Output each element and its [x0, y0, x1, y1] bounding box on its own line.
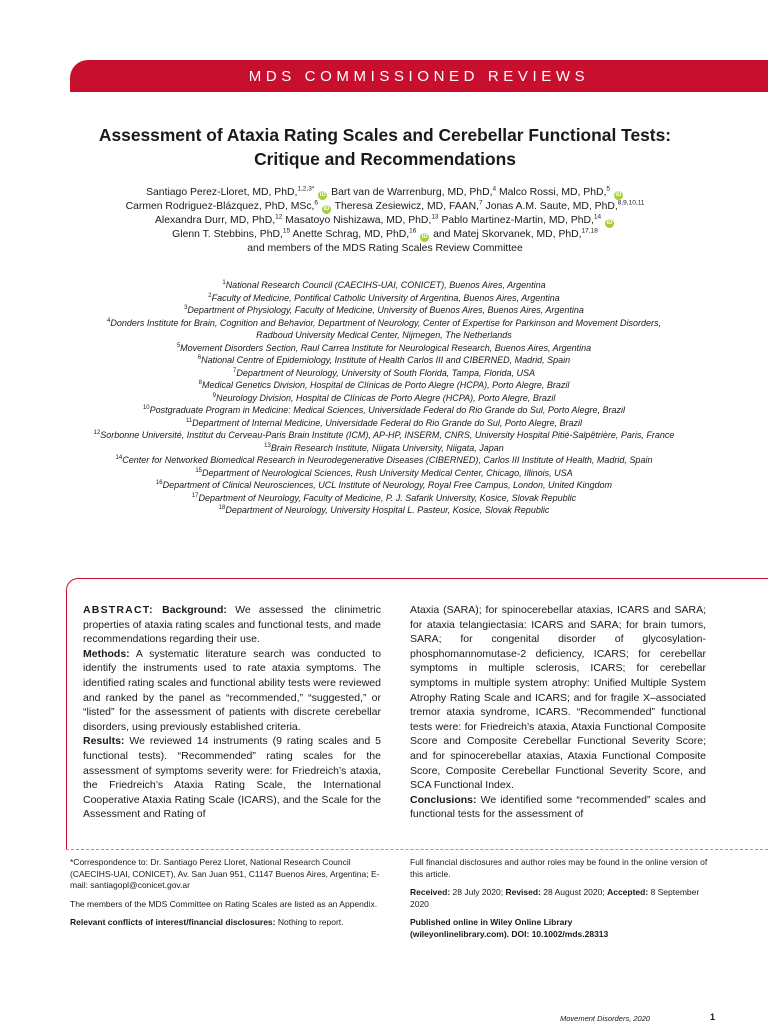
affiliation: $^4$Donders Institute for Brain, Cognition and Behavior, Department of Neurology, Center of Expertise for Parkinson and Movement Disorders, [107, 317, 661, 328]
publication-note: Published online in Wiley Online Library (wileyonlinelibrary.com). DOI: 10.1002/mds.28313 [410, 917, 609, 939]
committee-note: The members of the MDS Committee on Rating Scales are listed as an Appendix. [70, 898, 378, 909]
affiliation: $^{11}$Department of Internal Medicine, Universidade Federal do Rio Grande do Sul, Porto Alegre, Brazil [185, 417, 583, 428]
affiliation: $^{14}$Center for Networked Biomedical Research in Neurodegenerative Diseases (CIBERNED), Carlos III Institute of Health, Madrid, Spain [115, 455, 653, 465]
dates-note: Received: 28 July 2020; Revised: 28 August 2020; Accepted: 8 September 2020 [410, 887, 700, 909]
abstract-label: ABSTRACT: [83, 604, 154, 616]
abstract-left-column [83, 603, 381, 822]
abstract-right-column [410, 603, 706, 822]
orcid-icon[interactable]: iD [615, 192, 622, 198]
author-affil-sup: 15 [282, 227, 291, 235]
author: Glenn T. Stebbins, PhD, [172, 229, 283, 240]
author: Masatoyo Nishizawa, MD, PhD, [285, 215, 432, 226]
author-affil-sup: 4 [492, 185, 497, 193]
affiliation: $^{10}$Postgraduate Program in Medicine: Medical Sciences, Universidade Federal do Rio Grande do Sul, Porto Alegre, Brazil [142, 405, 626, 415]
results-continued-text: Ataxia (SARA); for spinocerebellar ataxias, ICARS and SARA; for ataxia telangiectasia: ICARS and SARA; for brain tumors, SARA; for congenital disorder of glycosylation-phosphomannomutase-2 deficiency, ICARS; for cerebellar symptoms in multiple sclerosis, ICARS; for cerebellar symptoms in multiple system atrophy: Unified Multiple System Atrophy Rating Scale and ICARS; and for fragile X–associated tremor ataxia syndrome, ICARS. “Recommended” functional tests were: for Friedreich’s ataxia, Ataxia Functional Composite Score and Composite Cerebellar Functional Severity Score; and for spinocerebellar ataxias, Ataxia Functional Composite Score, Composite Cerebellar Functional Severity Score, and SCA Functional Index. [410, 604, 706, 792]
conflicts-note: Relevant conflicts of interest/financial disclosures: Nothing to report. [70, 917, 344, 928]
author-list [30, 186, 740, 256]
title-line-1: Assessment of Ataxia Rating Scales and Cerebellar Functional Tests: [98, 125, 672, 145]
author: Santiago Perez-Lloret, MD, PhD, [146, 187, 298, 198]
author-affil-sup: 6 [314, 199, 319, 207]
affiliation: $^{15}$Department of Neurological Sciences, Rush University Medical Center, Chicago, Illinois, USA [195, 467, 573, 478]
conclusions-label: Conclusions: [410, 793, 477, 806]
author-affil-sup: 13 [431, 213, 439, 221]
section-banner [70, 60, 768, 92]
affiliation: $^9$Neurology Division, Hospital de Clínicas de Porto Alegre (HCPA), Porto Alegre, Brazil [212, 392, 556, 403]
footnote-divider [66, 849, 768, 850]
page-number: 1 [710, 1012, 716, 1022]
author-affil-sup: 1,2,3* [297, 185, 315, 193]
affiliation: $^{17}$Department of Neurology, Faculty of Medicine, P. J. Safarik University, Kosice, Slovak Republic [191, 492, 577, 503]
author-affil-sup: 8,9,10,11 [617, 199, 645, 207]
affiliation: $^{12}$Sorbonne Université, Institut du Cerveau-Paris Brain Institute (ICM), AP-HP, INSERM, CNRS, University Hospital Pitié-Salpêtrière, Paris, France [93, 430, 675, 440]
affiliation: $^6$National Centre of Epidemiology, Institute of Health Carlos III and CIBERNED, Madrid, Spain [197, 355, 571, 365]
affiliation: $^8$Medical Genetics Division, Hospital de Clínicas de Porto Alegre (HCPA), Porto Alegre, Brazil [198, 380, 570, 390]
affiliation: $^5$Movement Disorders Section, Raul Carrea Institute for Neurological Research, Buenos Aires, Argentina [176, 342, 592, 353]
methods-text: A systematic literature search was conducted to identify the instruments used to rate ataxia symptoms. The identified rating scales and functional ability tests were reviewed and ranked by the panel as “recommended,” “suggested,” or “listed” for the assessment of patients with discrete cerebellar disorders, using previously established criteria. [83, 647, 381, 733]
affiliation: $^{16}$Department of Clinical Neurosciences, UCL Institute of Neurology, Royal Free Campus, London, United Kingdom [155, 480, 613, 490]
footnotes-right [410, 857, 710, 948]
orcid-icon[interactable]: iD [606, 220, 613, 226]
orcid-icon[interactable]: iD [421, 234, 428, 240]
affiliation: $^1$National Research Council (CAECIHS-UAI, CONICET), Buenos Aires, Argentina [222, 280, 546, 290]
journal-name: Movement Disorders, 2020 [560, 1014, 651, 1023]
results-label: Results: [83, 735, 125, 748]
doi-link[interactable]: (wileyonlinelibrary.com). DOI: 10.1002/mds.28313 [410, 928, 609, 939]
correspondence-note: *Correspondence to: Dr. Santiago Perez Lloret, National Research Council (CAECIHS-UAI, CONICET), Av. San Juan 951, C1147 Buenos Aires, Argentina; E-mail: santiagopl@conicet.gov.ar [70, 857, 380, 891]
author: Alexandra Durr, MD, PhD, [154, 215, 276, 226]
affiliation: $^2$Faculty of Medicine, Pontifical Catholic University of Argentina, Buenos Aires, Argentina [208, 292, 560, 303]
methods-label: Methods: [83, 647, 130, 660]
author-affil-sup: 14 [593, 213, 602, 221]
authors-committee: and members of the MDS Rating Scales Review Committee [247, 243, 523, 254]
orcid-icon[interactable]: iD [319, 192, 326, 198]
disclosures-note: Full financial disclosures and author roles may be found in the online version of this article. [410, 857, 708, 879]
results-text: We reviewed 14 instruments (9 rating scales and 5 functional tests). “Recommended” rating scales for the assessment of symptoms severity were: for Friedreich’s ataxia, the Friedreich’s Ataxia Rating Scale, the International Cooperative Ataxia Rating Scale (ICARS), and the Scale for the Assessment and Rating of [83, 735, 381, 821]
author: Malco Rossi, MD, PhD, [499, 187, 607, 198]
affiliation: $^{18}$Department of Neurology, University Hospital L. Pasteur, Kosice, Slovak Republic [218, 505, 550, 515]
author: and Matej Skorvanek, MD, PhD, [433, 229, 582, 240]
background-label: Background: [162, 604, 227, 616]
conclusions-text: We identified some “recommended” scales and functional tests for the assessment of [410, 793, 706, 821]
orcid-icon[interactable]: iD [323, 206, 330, 212]
author: Jonas A.M. Saute, MD, PhD, [485, 201, 618, 212]
author-affil-sup: 12 [275, 213, 283, 221]
affiliation: $^{13}$Brain Research Institute, Niigata University, Niigata, Japan [264, 442, 504, 453]
footnotes-left [70, 857, 380, 936]
affiliation: Radboud University Medical Center, Nijmegen, The Netherlands [256, 330, 512, 340]
author-affil-sup: 7 [479, 199, 483, 207]
author-affil-sup: 16 [409, 227, 417, 235]
author: Carmen Rodriguez-Blázquez, PhD, MSc, [125, 201, 315, 212]
author: Pablo Martinez-Martin, MD, PhD, [441, 215, 594, 226]
affiliation-list [10, 279, 758, 517]
banner-text: MDS COMMISSIONED REVIEWS [248, 67, 590, 85]
affiliation: $^3$Department of Physiology, Faculty of Medicine, University of Buenos Aires, Buenos Aires, Argentina [184, 305, 584, 315]
author-affil-sup: 17,18 [581, 227, 598, 235]
author-affil-sup: 5 [606, 185, 611, 193]
title-line-2: Critique and Recommendations [254, 149, 516, 169]
article-title [40, 123, 730, 171]
affiliation: $^7$Department of Neurology, University of South Florida, Tampa, Florida, USA [233, 367, 535, 378]
author: Anette Schrag, MD, PhD, [292, 229, 410, 240]
author: Theresa Zesiewicz, MD, FAAN, [334, 201, 479, 212]
author: Bart van de Warrenburg, MD, PhD, [331, 187, 493, 198]
background-text: We assessed the clinimetric properties of ataxia rating scales and functional tests, and made recommendations regarding their use. [83, 604, 381, 646]
